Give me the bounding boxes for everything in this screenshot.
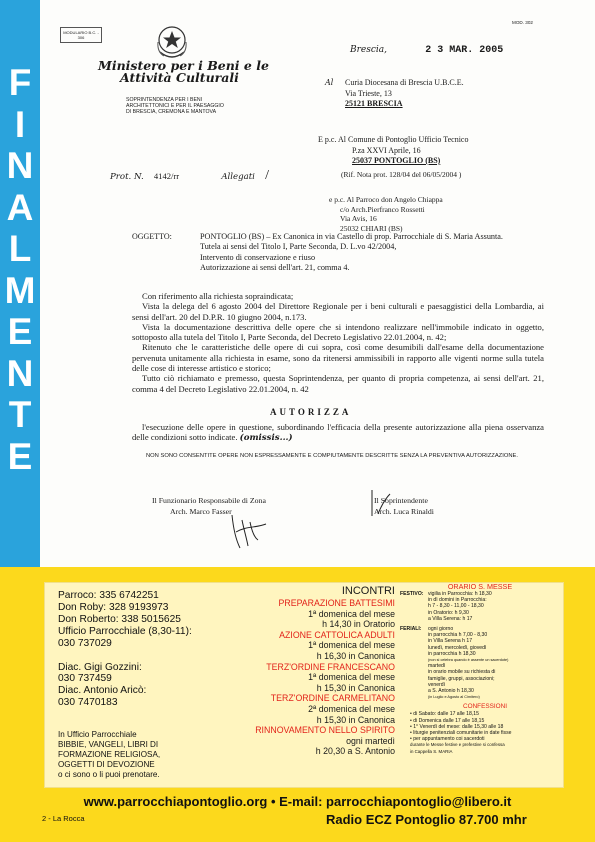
- subject-line: Tutela ai sensi del Titolo I, Parte Seconda, D. L.vo 42/2004,: [200, 242, 397, 252]
- band-letter: F: [8, 62, 32, 103]
- republic-emblem-icon: [154, 22, 190, 62]
- sig-name: Arch. Marco Fasser: [170, 506, 232, 516]
- subject-line: Intervento di conservazione e riuso: [200, 252, 316, 262]
- incontri-item-where: h 15,30 in Canonica: [316, 682, 395, 693]
- feriali-line: famiglie, gruppi, associazioni;: [428, 675, 495, 682]
- body-paragraph: Con riferimento alla richiesta sopraindicata;: [142, 291, 294, 301]
- feriali-line: in Villa Serena h 17: [428, 638, 473, 645]
- feriali-line: in orario mobile su richiesta di: [428, 669, 496, 676]
- date-stamp: 2 3 MAR. 2005: [425, 45, 504, 56]
- band-letter: T: [8, 394, 32, 435]
- band-letter: E: [7, 435, 33, 477]
- feriali-line: (non si celebra quando è assente un sacerdote): [428, 658, 509, 663]
- addr-line: 25121 BRESCIA: [345, 99, 403, 108]
- incontri-item-where: h 15,30 in Canonica: [316, 714, 395, 725]
- addr-prefix: Al: [325, 78, 334, 87]
- oggetto-label: OGGETTO:: [132, 232, 172, 241]
- signature-scribble-icon: [222, 510, 282, 550]
- band-letter: N: [6, 352, 34, 394]
- addr-text: Comune di Pontoglio Ufficio Tecnico: [348, 135, 469, 144]
- sig-role: Il Soprintendente: [374, 496, 428, 505]
- contact-line: 030 7470183: [58, 697, 118, 709]
- ministry-line-2: Attività Culturali: [120, 70, 239, 85]
- band-letter: L: [8, 228, 32, 269]
- page-number: 2 - La Rocca: [42, 814, 85, 823]
- confessioni-line: • per appuntamento coi sacerdoti: [410, 736, 485, 743]
- festivo-line: h 7 - 8,30 - 11,00 - 18,30: [428, 603, 484, 610]
- confessioni-line: • di Sabato: dalle 17 alle 18,15: [410, 711, 479, 718]
- signature-scribble-icon: [368, 488, 408, 518]
- feriali-line: martedì: [428, 663, 446, 670]
- incontri-item-name: TERZ'ORDINE CARMELITANO: [270, 693, 395, 704]
- sopr-line: SOPRINTENDENZA PER I BENI: [126, 97, 203, 103]
- festivo-line: in Oratorio: h 9,30: [428, 609, 469, 616]
- signature-right: [374, 496, 434, 517]
- info-line: o ci sono o li puoi prenotare.: [58, 770, 160, 780]
- festivo-line: vigilia in Parrocchia: h 18,30: [428, 591, 492, 597]
- addr-prefix: E p.c. Al: [318, 135, 346, 144]
- contacts-block: [58, 590, 192, 709]
- incontri-item-where: h 16,30 in Canonica: [316, 650, 395, 661]
- pc-line: c/o Arch.Pierfranco Rossetti: [340, 204, 425, 214]
- notice-line: NON SONO CONSENTITE OPERE NON ESPRESSAMENTE E COMPIUTAMENTE DESCRITTE SENZA LA PREVENTIVA AUTORIZZAZIONE.: [145, 453, 519, 459]
- incontri-item-when: 2ª domenica del mese: [308, 703, 395, 714]
- feriali-label: FERIALI:: [400, 626, 422, 633]
- pc-line: Via Avis, 16: [340, 214, 377, 223]
- side-band: [0, 0, 40, 567]
- confessioni-line: • di Domenica dalle 17 alle 18,15: [410, 717, 485, 724]
- contact-line: Don Roberto: 338 5015625: [58, 613, 181, 625]
- festivo-list: [428, 591, 492, 622]
- pc-address: [329, 195, 443, 233]
- feriali-list: [428, 626, 508, 700]
- sopr-line: DI BRESCIA, CREMONA E MANTOVA: [126, 109, 217, 115]
- recipient-address: [325, 78, 464, 110]
- letter-document: [40, 0, 595, 567]
- info-line: FORMAZIONE RELIGIOSA,: [58, 750, 161, 760]
- contact-line: Diac. Antonio Aricò:: [58, 685, 147, 697]
- stamp-text: MODULARIO B.C. - 306: [63, 30, 99, 40]
- incontri-item-name: AZIONE CATTOLICA ADULTI: [279, 629, 395, 640]
- website-email: www.parrocchiapontoglio.org • E-mail: parrocchiapontoglio@libero.it: [83, 794, 512, 809]
- band-letters: [0, 62, 40, 477]
- incontri-item-when: ogni martedì: [346, 735, 395, 746]
- sopr-line: ARCHITETTONICI E PER IL PAESAGGIO: [126, 103, 224, 109]
- feriali-line: lunedì, mercoledì, giovedì: [428, 644, 487, 651]
- feriali-row: [400, 626, 560, 700]
- festivo-line: in dì domini in Parrocchia:: [428, 597, 487, 604]
- contact-line: Diac. Gigi Gozzini:: [58, 661, 142, 673]
- body-paragraph: Vista la documentazione descrittiva delle opere che si intendono realizzare nell'immobile indicato in oggetto, sottoposto alla tutela del Titolo I, Parte Seconda, del Decreto Legislativo 22.01.2004, n. 42;: [132, 321, 544, 343]
- incontri-item-name: PREPARAZIONE BATTESIMI: [278, 598, 395, 608]
- prot-value: 4142/rr: [153, 171, 180, 181]
- info-line: In Ufficio Parrocchiale: [58, 730, 137, 739]
- subject-line: PONTOGLIO (BS) – Ex Canonica in via Castello di prop. Parrocchiale di S. Maria Assunta.: [200, 232, 503, 241]
- prot-label: Prot. N.: [110, 172, 144, 182]
- autorizza-heading: AUTORIZZA: [270, 407, 352, 417]
- incontri-item-where: h 14,30 in Oratorio: [322, 619, 395, 630]
- pc-line: 25032 CHIARI (BS): [340, 223, 403, 233]
- body-paragraph: Tutto ciò richiamato e premesso, questa Soprintendenza, per quanto di propria competenza, ai sensi dell'art. 21, comma 4 del Decreto Legislativo 22.01.2004, n. 42: [132, 373, 544, 394]
- incontri-item-name: RINNOVAMENTO NELLO SPIRITO: [255, 725, 395, 736]
- incontri-title: INCONTRI: [341, 585, 395, 597]
- confessioni-line: • liturgie penitenziali comunitarie in date fisse: [410, 730, 512, 737]
- addr-line: [318, 135, 468, 146]
- incontri-item-when: 1ª domenica del mese: [308, 608, 395, 619]
- city-date: [350, 44, 503, 56]
- signature-left: [152, 496, 266, 517]
- mass-times-block: [400, 582, 560, 755]
- festivo-label: FESTIVO:: [400, 591, 424, 597]
- mod-code: MOD. 302: [512, 20, 533, 25]
- contact-line: Parroco: 335 6742251: [58, 590, 159, 601]
- feriali-line: ogni giorno: [428, 626, 454, 633]
- feriali-line: in parrocchia h 7,00 - 8,30: [428, 632, 488, 639]
- protocol-row: [110, 168, 269, 184]
- city: Brescia,: [350, 45, 388, 55]
- incontri-item-when: 1ª domenica del mese: [308, 640, 395, 651]
- letter-body: [132, 291, 544, 394]
- execution-text: l'esecuzione delle opere in questione, subordinando l'efficacia della presente autorizzazione alla piena osservanza delle condizioni sotto indicate.: [132, 422, 544, 443]
- band-letter: M: [4, 269, 36, 311]
- incontri-item-when: 1ª domenica del mese: [308, 672, 395, 683]
- feriali-line: in parrocchia h 18,30: [428, 650, 476, 657]
- info-line: BIBBIE, VANGELI, LIBRI DI: [58, 740, 159, 750]
- sig-name: Arch. Luca Rinaldi: [374, 506, 434, 516]
- band-letter: I: [14, 103, 26, 145]
- band-letter: E: [7, 311, 33, 352]
- confessioni-line: • 1° Venerdì del mese: dalle 15,30 alle 18: [410, 723, 504, 730]
- sig-role: Il Funzionario Responsabile di Zona: [152, 496, 266, 505]
- pc-line: e p.c. Al Parroco don Angelo Chiappa: [329, 195, 443, 204]
- cc-address: [318, 135, 468, 167]
- confessioni-title: CONFESSIONI: [462, 703, 508, 711]
- contact-line: 030 737029: [58, 637, 112, 649]
- contact-line: 030 737459: [58, 673, 112, 685]
- info-line: OGGETTI DI DEVOZIONE: [58, 760, 155, 770]
- addr-line: P.za XXVI Aprile, 16: [352, 145, 421, 155]
- ministry-heading: [98, 60, 269, 84]
- execution-paragraph: [132, 422, 544, 444]
- subject-block: [200, 232, 560, 273]
- soprintendenza-block: [126, 97, 224, 115]
- festivo-line: a Villa Serena: h 17: [428, 615, 473, 622]
- band-letter: A: [6, 186, 34, 228]
- confessioni-line: in Cappella S. MARIA: [410, 748, 453, 754]
- feriali-line: venerdì: [428, 681, 445, 688]
- contact-line: Ufficio Parrocchiale (8,30-11):: [58, 625, 192, 637]
- stamp-box: [60, 27, 102, 43]
- addr-line: 25037 PONTOGLIO (BS): [352, 156, 441, 165]
- band-letter: N: [6, 145, 34, 186]
- incontri-block: [225, 585, 395, 757]
- confessioni-line: durante le Messe festive e prefestive si confessa: [410, 742, 505, 748]
- addr-line: Via Trieste, 13: [345, 88, 392, 98]
- festivo-row: [400, 591, 560, 622]
- handwritten-note: (omissis...): [239, 433, 293, 444]
- body-paragraph: Vista la delega del 6 agosto 2004 del Direttore Regionale per i beni culturali e paesaggistici della Lombardia, ai sensi dell'art. 20 del D.P.R. 10 giugno 2004, n.173.: [132, 301, 544, 322]
- feriali-line: (in Luglio e Agosto al Cimitero): [428, 695, 480, 700]
- allegati-value: /: [265, 168, 269, 183]
- incontri-item-name: TERZ'ORDINE FRANCESCANO: [266, 661, 395, 672]
- addr-line: Curia Diocesana di Brescia U.B.C.E.: [345, 78, 464, 87]
- mass-times-title: ORARIO S. MESSE: [447, 582, 513, 591]
- subject-line: Autorizzazione ai sensi dell'art. 21, comma 4.: [200, 262, 350, 272]
- body-paragraph: Ritenuto che le caratteristiche delle opere di cui sopra, così come desumibili dall'esame della documentazione pervenuta unitamente alla richiesta in esame, sono da ritenersi ammissibili in rapporto alle vigenti norme sulla tutela delle cose di interesse artistico e storico;: [132, 342, 544, 374]
- radio-line: Radio ECZ Pontoglio 87.700 mhr: [326, 812, 527, 827]
- feriali-line: a S. Antonio h 18,30: [428, 688, 474, 695]
- allegati-label: Allegati: [221, 172, 255, 182]
- incontri-item-where: h 20,30 a S. Antonio: [315, 746, 395, 757]
- office-info: [58, 730, 160, 780]
- reference-note: (Rif. Nota prot. 128/04 del 06/05/2004 ): [341, 170, 462, 179]
- ministry-line-1: Ministero per i Beni e le: [98, 58, 269, 73]
- contact-line: Don Roby: 328 9193973: [58, 601, 169, 613]
